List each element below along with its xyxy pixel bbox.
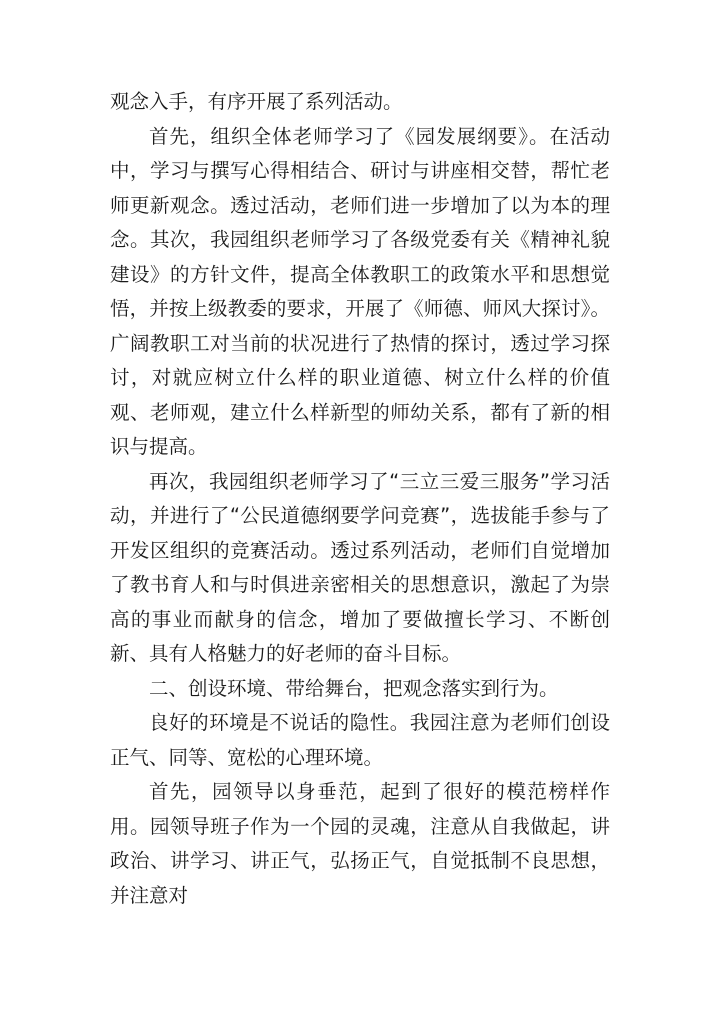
paragraph-3: 再次，我园组织老师学习了“三立三爱三服务”学习活动，并进行了“公民道德纲要学问竞赛”，选拔能手参与了开发区组织的竞赛活动。透过系列活动，老师们自觉增加了教书育人和与时俱进亲密相关的思想意识，激起了为崇高的事业而献身的信念，增加了要做擅长学习、不断创新、具有人格魅力的好老师的奋斗目标。 [110,469,610,665]
document-body [110,85,610,913]
paragraph-4: 良好的环境是不说话的隐性。我园注意为老师们创设正气、同等、宽松的心理环境。 [110,711,610,769]
paragraph-5: 首先，园领导以身垂范，起到了很好的模范榜样作用。园领导班子作为一个园的灵魂，注意从自我做起，讲政治、讲学习、讲正气，弘扬正气，自觉抵制不良思想，并注意对 [110,780,610,907]
paragraph-2: 首先，组织全体老师学习了《园发展纲要》。在活动中，学习与撰写心得相结合、研讨与讲座相交替，帮忙老师更新观念。透过活动，老师们进一步增加了以为本的理念。其次，我园组织老师学习了各级党委有关《精神礼貌建设》的方针文件，提高全体教职工的政策水平和思想觉悟，并按上级教委的要求，开展了《师德、师风大探讨》。广阔教职工对当前的状况进行了热情的探讨，透过学习探讨，对就应树立什么样的职业道德、树立什么样的价值观、老师观，建立什么样新型的师幼关系，都有了新的相识与提高。 [110,124,610,458]
paragraph-1: 观念入手，有序开展了系列活动。 [110,90,403,113]
section-heading: 二、创设环境、带给舞台，把观念落实到行为。 [149,676,559,700]
